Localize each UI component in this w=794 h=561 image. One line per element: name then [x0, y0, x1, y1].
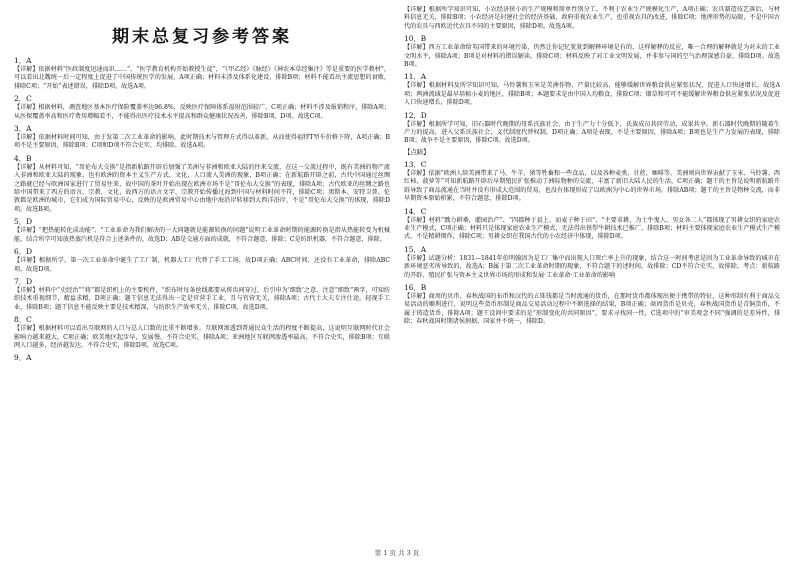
left-column	[14, 6, 390, 546]
answer-entry	[14, 246, 390, 274]
answer-entry	[404, 110, 780, 146]
right-column	[404, 6, 780, 546]
answer-entry	[404, 71, 780, 107]
answer-explanation: 【详解】根据材料及所学知识可知，马铃薯和玉米是美洲作物，产量比较高，能够缓解世界粮食供应紧张状况，促进人口快速增长，故选A项；两洲流域是最早培植小麦的地区，排除B项；本题要求是由中国人均粮食，排除C项；烟草和可可不能缓解世界粮食供应紧张状况及促进人口快速增长，排除D项。	[404, 82, 780, 107]
answer-number: 10．B	[404, 34, 427, 44]
answer-explanation: 【详解】从材料可知，“哥伦布大交换”是指新航路开辟后加强了美洲与非洲和欧亚大陆的往来交流，在这一交流过程中，既有美洲的物产流入非洲和欧亚大陆的现象，也有欧洲的资本主义生产方式、文化、人口流入美洲的现象，B项正确；在新航路开辟之前，古代中国通过丝绸之路就已经与欧洲国家进行了贸易往来，故中国的茶叶开始出现在欧洲市场不是“哥伦布大交换”的表现，排除A项；古代欧亚的丝绸之路也给中国带来了西方的语言、宗教、文化，故西方的语言文字、宗教开始传播过海到中国与材料时间不符，排除C项；黑斯本、安特卫普、伦敦都是欧洲的城市，它们成为国际贸易中心，反映的是欧洲贸易中心由地中海沿岸转移到大西洋沿岸，不是“哥伦布大交换”的体现，排除D项。故选B项。	[14, 163, 390, 213]
answer-number: 14．C	[404, 206, 427, 216]
answer-entry	[14, 93, 390, 121]
answer-number: 6．D	[14, 247, 33, 257]
answer-number: 7．D	[14, 276, 33, 286]
answer-explanation: 【详解】依据“欧洲人给美洲带来了马、牛羊、猪等牲畜和一些食品，以及各种麦类、甘蔗、咖啡等，美洲则向世界贡献了玉米、马铃薯、西红柿、菠萝等”可知新航路开辟后早期殖民扩张推动了洲际物种的交流，丰富了新旧大陆人民的生活，C项正确；题干的主旨是说明新航路开辟导致了商品流通在当时并没有形成大范围的贸易，也没有体现形成了以欧洲为中心的世界市场，排除AB项；题干的主旨是物种交流，而非早期资本原始积累，不符合题意，排除D项。	[404, 169, 780, 203]
answer-entry	[14, 276, 390, 312]
answer-entry	[14, 55, 390, 91]
answer-number: 1．A	[14, 56, 32, 65]
answer-number: 15．A	[404, 244, 427, 254]
answer-entry	[14, 123, 390, 151]
answer-number: 9．A	[14, 353, 32, 363]
answer-entry	[404, 33, 780, 69]
answer-explanation: 【详解】材料中“史经治”“将”都是织机上的主要机件，“织布时每条丝线都要从将齿间穿过，后引申为‘细致’之意，注意“细致”两字，可知纺织技术重视细节，精益求精，D项正确；题干信息无法得出一定是官营手工业，且与官营无关，排除A项；古代士大夫专注仕途，轻视手工业，排除B项；题干信息不能反映主要是技术精深，与纺织生产效率无关，排除C项。故选D项。	[14, 286, 390, 311]
answer-number: 16．B	[404, 282, 427, 292]
answer-explanation: 【详解】商周的贝币、春秋战国的布币和汉代的五铢钱都是当时流通的货币，在那时货币都体现出便于携带的特征，这种形制有利于商品交易活动的顺利进行，说明这些货币形制是商品交易活动过程中不断选择的结果，B项正确；商周货币是贝壳，春秋战国货币是青铜货币，不属于铸造货币，排除A项；题干设问中要求的是“形制变化的共同原因”，要求寻找同一性，C选项中的“审美观念不同”强调的是差异性，排除；春秋战国时期诸侯割据，国家并不统一，排除D。	[404, 292, 780, 326]
answer-explanation: 【详解】根据所学，第一次工业革命中诞生了工厂制，机器大工厂代替了手工工场，故D项正确；ABC时间，还没有工业革命，排除ABC项。故选D项。	[14, 257, 390, 273]
answer-explanation: 【详解】依据材料“医政制度迅速而识……”，“医学教育机构开始教授生徒”，“《甲乙经》《脉经》《神农本草经集注》等是重要的医学教材”，可以看出北魏统一后一定程度上促进了中国传统医学的发展，A项正确；材料未涉及体系化建设，排除B项；材料不能看出主流思想的衰败，排除C项；“开始”表述错误，排除D项。故选A项。	[14, 66, 390, 90]
answer-number: 3．A	[14, 124, 32, 134]
answer-number: 13．C	[404, 159, 427, 169]
answer-explanation: 【详解】依据材料时间可知，由于发第二次工业革命的影响，此时期技术与管理方式得以革新，从而使得福特T型车价格下降，A项正确；B项不是主要原因，排除B项；C项和D项不符合史实，均排除。故选A项。	[14, 134, 390, 150]
answer-entry	[404, 6, 780, 31]
answer-number: 12．D	[404, 110, 427, 120]
answer-entry	[14, 153, 390, 214]
answer-entry	[404, 206, 780, 242]
answer-explanation: 【详解】试题分析：1831—1841年伯明翰因为是工厂集中而出现人口死亡率上升的现象，结合这一时间考虑是因为工业革命导致的城市在新环境恶劣所导致的，故选A；B属于第二次工业革命时期的现象，不符合题干的述时间，故排除；CD不符合史实，故排除。考点：新航路的开辟、殖民扩张与资本主义世界市场的形成和发展·工业革命·工业革命的影响	[404, 254, 780, 279]
answer-entry	[14, 314, 390, 350]
answer-number: 8．C	[14, 315, 32, 325]
answer-entry	[404, 148, 780, 157]
answer-entry	[14, 216, 390, 244]
answer-entry	[14, 352, 390, 363]
answer-number: 4．B	[14, 153, 32, 163]
answer-entry	[404, 159, 780, 204]
answer-entry	[404, 244, 780, 280]
answer-entry	[404, 282, 780, 327]
answer-explanation: 【详解】根据材料，调查地区基本医疗保险覆盖率达96.8%，反映医疗保障体系福射范围较广，C项正确；材料不涉及报销程序，排除A项；从医保覆盖率高和医疗费用增幅看不，不能得出医疗技术水平提高和群众健康状况改善，排除B项、D项。故选C项。	[14, 104, 390, 120]
answer-explanation: 【详解】“把热能转化成动能”、“工业革命为我们解决的一大问题就是能源转换的问题”说明工业革命时期的能源转换是指从热能转变为机械能，结合所学可知放热蒸汽机是符合上述条件的，故选D；AB是交通方面的成就，不符合题意，排除；C是纺织机器，不符合题意，排除。	[14, 227, 390, 243]
answer-number: 5．D	[14, 217, 33, 227]
answer-number: 2．C	[14, 94, 32, 104]
answer-number: 11．A	[404, 72, 427, 82]
columns	[14, 6, 780, 546]
answer-number: 【点睛】	[404, 147, 430, 156]
page-title: 期末总复习参考答案	[112, 27, 292, 47]
answer-explanation: 【详解】材料“戮力耕桑，灌园治产”、“四郡种于县上，而麦子种于田”、“主要求耕，为士牛鬼人，男女各二人”都体现了男耕女织的家庭农业生产模式，C项正确；材料只是体现家庭农业生产模式，无法得出铁犁牛耕技术已推广，排除B项；材料主要体现家庭农业生产模式生产模式，不是精耕细作，排除C项；男耕女织在我国古代的小农经济中体现，排除D项。	[404, 216, 780, 241]
page-footer: 第 1 页 共 3 页	[374, 549, 420, 557]
answer-explanation: 【详解】根据材料可以看出互联网的人口与总人口数的比重不断增多，互联网渗透到普通民众生活的程度不断提高，这说明互联网时代社会影响力越来越大，C项正确；欧美地区起步早，发展慢，不符合史实，排除A项；亚洲地区互联网渗透率最高，不符合史实，排除B项；互联网人口越多，经济越发达，不符合史实，排除D项。故选C项。	[14, 325, 390, 349]
answer-explanation: 【详解】根据所学知识可知，小农经济狭小的生产规模和简单性别分工，不利于农业生产规模化生产，A项正确；农具制造技艺落后，与材料信息无关，排除B项；小农经济是封建社会的经济基础，政府重视农业生产，也重视农具的改进，排除C项；地理形势的局限，不是中国古代的农具与西欧近代农具不同的主要原因，排除D项。故选A项。	[404, 6, 780, 30]
answer-explanation: 【详解】西方工业革命给英国带来的环境污染，仍然让你记忆犹犹到解释环境是有的，这样解释的反应，唯一合理的解释就是为对未的工业文明水平，排除A项；B项是对材料的错误解读，排除C项；材料反映了对工业文明发展，并非参与国的空气治理深感自豪，排除D项。故选B项。	[404, 44, 780, 69]
answer-explanation: 【详解】根据所学可知，旧石器时代晚期的母系氏族社会，由于生产力十分低下，氏族成员共同劳动，成果共享。新石器时代晚期的随着生产力的提高，进入父系氏族社会，义代制度代替权制，D项正确；A项是表现，不是主要原因，排除A项；B项也是生产力发展的表现，排除B项；战争不是主要原因，排除C项。故选D项。	[404, 120, 780, 145]
